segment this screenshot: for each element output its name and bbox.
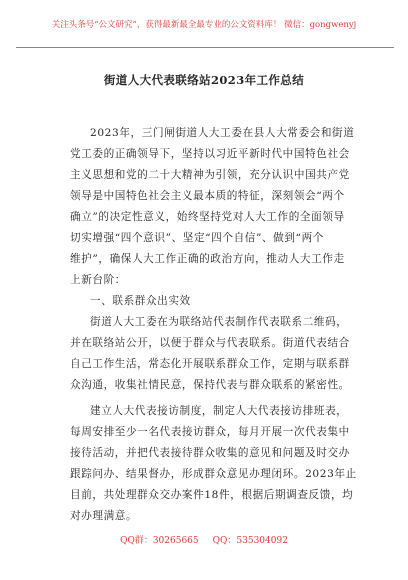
- body-line: 自己工作生活，常态化开展联系群众工作，定期与联系群: [70, 358, 350, 370]
- footer-contact: [0, 533, 408, 546]
- body-line: 目前，共处理群众交办案件18件，根据后期调查反馈，均: [70, 489, 354, 501]
- body-line: 跟踪问办、结果督办，形成群众意见办理闭环。2023年止: [70, 468, 357, 480]
- body-line: 确立”的决定性意义，始终坚持党对人大工作的全面领导: [70, 211, 345, 223]
- body-line: 街道人大工委在为联络站代表制作代表联系二维码，: [90, 316, 348, 328]
- body-line: 领导是中国特色社会主义最本质的特征，深刻领会“两个: [70, 190, 345, 202]
- body-line: 主义思想和党的二十大精神为引领，充分认识中国共产党: [70, 169, 350, 181]
- body-line: 众沟通，收集社情民意，保持代表与群众联系的紧密性。: [70, 379, 350, 391]
- header-divider: [16, 47, 394, 48]
- body-line: 上新台阶：: [70, 274, 126, 286]
- section-heading: 一、联系群众出实效: [90, 295, 191, 307]
- body-line: 对办理满意。: [70, 510, 138, 522]
- body-line: 党工委的正确领导下，坚持以习近平新时代中国特色社会: [70, 148, 350, 160]
- qq-number: QQ：535304092: [212, 536, 288, 546]
- body-line: 2023年，三门闸街道人大工委在县人大常委会和街道: [90, 127, 355, 139]
- body-line: 并在联络站公开，以便于群众与代表联系。街道代表结合: [70, 337, 350, 349]
- body-line: 每周安排至少一名代表接访群众，每月开展一次代表集中: [70, 426, 350, 438]
- header-banner: 关注头条号“公文研究”，获得最新最全最专业的公文资料库！ 微信：gongwenyj: [51, 20, 357, 30]
- body-line: 建立人大代表接访制度，制定人大代表接访排班表，: [90, 405, 348, 417]
- body-line: 切实增强“四个意识”、坚定“四个自信”、做到“两个: [70, 232, 324, 244]
- body-line: 接待活动，并把代表接待群众收集的意见和问题及时交办: [70, 447, 350, 459]
- document-title: 街道人大代表联络站2023年工作总结: [103, 73, 305, 87]
- body-line: 维护”，确保人大工作正确的政治方向，推动人大工作走: [70, 253, 345, 265]
- qq-group-number: QQ群：30265665: [120, 536, 199, 546]
